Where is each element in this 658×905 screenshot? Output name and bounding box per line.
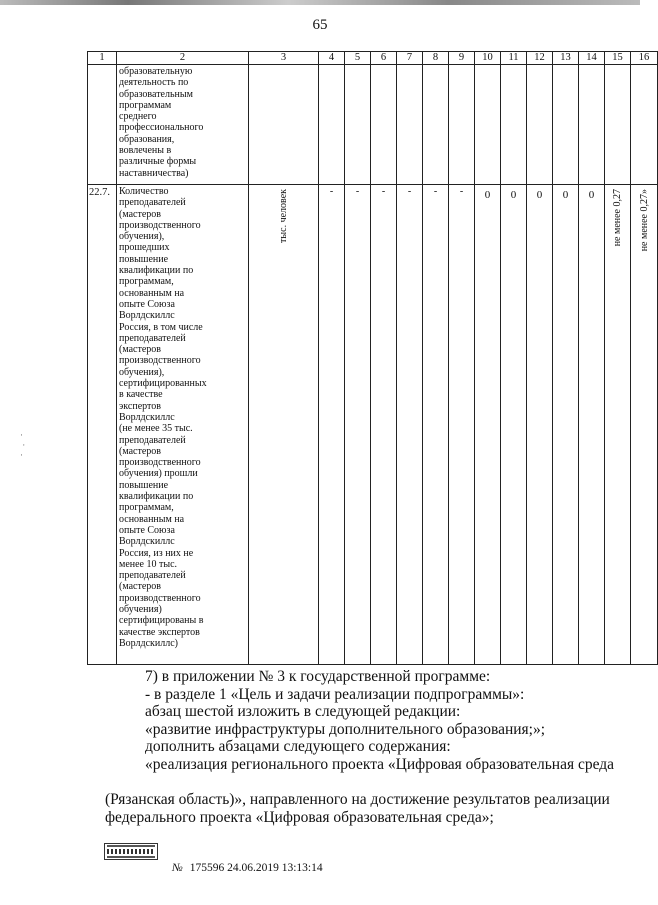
cell-col16 [631, 185, 658, 665]
col-number-13: 13 [553, 52, 579, 65]
description-line: Количество [119, 186, 169, 197]
description-line: квалификации по [119, 491, 194, 503]
description-line: Россия, в том числе [119, 321, 203, 333]
col-number-3: 3 [249, 52, 319, 65]
description-line: (мастеров [119, 445, 161, 457]
value-col12: 0 [536, 189, 543, 201]
value-col5: - [355, 186, 360, 197]
scan-specks: · · · [20, 430, 26, 460]
description-line: профессионального [119, 122, 204, 134]
description-line: наставничества) [119, 167, 189, 179]
description-line: (мастеров [119, 208, 161, 220]
value-col11: 0 [510, 189, 517, 201]
col-number-11: 11 [501, 52, 527, 65]
description-line: обучения), [119, 231, 165, 243]
description-line: (не менее 35 тыс. [119, 423, 193, 435]
cell-col4 [319, 185, 345, 665]
paragraph-regional-project-line2: (Рязанская область)», направленного на достижение результатов реализации [105, 791, 610, 808]
description-line: прошедших [119, 242, 170, 254]
col-number-7: 7 [397, 52, 423, 65]
value-col14: 0 [588, 189, 595, 201]
value-col6: - [381, 186, 386, 197]
col-number-8: 8 [423, 52, 449, 65]
number-sign: № [172, 862, 183, 874]
cell-col14 [579, 185, 605, 665]
description-line: обучения) [119, 603, 162, 615]
description-line: повышение [119, 479, 169, 491]
description-line: повышение [119, 253, 169, 265]
description-line: вовлечены в [119, 145, 172, 157]
paragraph-regional-project-line3: федерального проекта «Цифровая образовательная среда»; [105, 808, 494, 826]
description-line: обучения) прошли [119, 468, 198, 480]
paragraph-quote-infrastructure: «развитие инфраструктуры дополнительного образования;»; [145, 720, 546, 738]
description-line: сертифицированы в [119, 615, 204, 627]
description-line: преподавателей [119, 197, 186, 209]
description-line: производственного [119, 457, 201, 469]
col-number-4: 4 [319, 52, 345, 65]
cell-number [88, 65, 117, 185]
description-line: программам [119, 99, 172, 111]
unit-label: тыс. человек [278, 189, 289, 243]
description-text [117, 185, 248, 649]
document-stamp [172, 862, 323, 874]
cell-col13 [553, 185, 579, 665]
description-line: производственного [119, 592, 201, 604]
description-line: основанным на [119, 287, 185, 299]
description-line: деятельность по [119, 77, 189, 89]
paragraph-item-7: 7) в приложении № 3 к государственной программе: [145, 668, 491, 685]
description-line: качестве экспертов [119, 626, 200, 638]
description-line: программам, [119, 502, 174, 514]
description-line: производственного [119, 355, 201, 367]
value-col13: 0 [562, 189, 569, 201]
col-number-1: 1 [88, 52, 117, 65]
description-line: различные формы [119, 156, 197, 168]
scan-top-edge [0, 0, 640, 5]
cell-col5 [345, 185, 371, 665]
description-line: (мастеров [119, 581, 161, 593]
cell-unit [249, 185, 319, 665]
col-number-15: 15 [605, 52, 631, 65]
description-line: обучения), [119, 366, 165, 378]
description-line: Россия, из них не [119, 547, 194, 559]
cell-number [88, 185, 117, 665]
description-line: Ворлдскиллс [119, 411, 175, 423]
description-line: преподавателей [119, 434, 186, 446]
page-number: 65 [312, 17, 328, 33]
cell-col8 [423, 185, 449, 665]
paragraph-section-1: - в разделе 1 «Цель и задачи реализации подпрограммы»: [145, 685, 525, 703]
description-line: в качестве [119, 389, 163, 401]
col-number-2: 2 [117, 52, 249, 65]
cell-description [117, 185, 249, 665]
description-line: преподавателей [119, 332, 186, 344]
value-col7: - [407, 186, 412, 197]
col-number-16: 16 [631, 52, 658, 65]
col-number-12: 12 [527, 52, 553, 65]
row-number: 22.7. [89, 187, 110, 198]
description-line: Ворлдскиллс [119, 536, 175, 548]
col-number-6: 6 [371, 52, 397, 65]
value-col8: - [433, 186, 438, 197]
value-col16: не менее 0,27» [638, 189, 650, 252]
cell-col15 [605, 185, 631, 665]
government-seal-icon [104, 843, 158, 860]
value-col10: 0 [484, 189, 491, 201]
col-number-9: 9 [449, 52, 475, 65]
description-line: преподавателей [119, 570, 186, 582]
description-line: программам, [119, 276, 174, 288]
cell-col12 [527, 185, 553, 665]
paragraph-regional-project-cont [105, 791, 630, 826]
description-line: образовательным [119, 88, 193, 100]
description-line: основанным на [119, 513, 185, 525]
description-line: Ворлдскиллс [119, 310, 175, 322]
description-line: опыте Союза [119, 298, 175, 310]
description-line: квалификации по [119, 265, 194, 277]
description-line: (мастеров [119, 344, 161, 356]
col-number-14: 14 [579, 52, 605, 65]
value-col9: - [459, 186, 464, 197]
column-number-row [88, 52, 658, 65]
cell-col9 [449, 185, 475, 665]
description-line: образования, [119, 133, 175, 145]
paragraph-regional-project-line1: «реализация регионального проекта «Цифровая образовательная среда [145, 755, 615, 773]
cell-description [117, 65, 249, 185]
description-line: Ворлдскиллс) [119, 637, 179, 649]
value-col15: не менее 0,27 [612, 189, 623, 247]
description-line: экспертов [119, 400, 161, 412]
description-line: среднего [119, 111, 157, 123]
paragraph-supplement: дополнить абзацами следующего содержания: [145, 738, 451, 755]
description-line: производственного [119, 219, 201, 231]
cell-col11 [501, 185, 527, 665]
col-number-10: 10 [475, 52, 501, 65]
cell-col10 [475, 185, 501, 665]
paragraph-sixth-abzac: абзац шестой изложить в следующей редакции: [145, 703, 461, 720]
description-line: образовательную [119, 66, 193, 77]
cell-col7 [397, 185, 423, 665]
col-number-5: 5 [345, 52, 371, 65]
table-row-continued [88, 65, 658, 185]
cell-col6 [371, 185, 397, 665]
table-row-22-7 [88, 185, 658, 665]
value-col4: - [329, 186, 334, 197]
description-line: сертифицированных [119, 378, 207, 390]
description-text [117, 65, 248, 179]
amendment-text [105, 668, 630, 773]
description-line: опыте Союза [119, 524, 175, 536]
indicator-table [87, 51, 658, 665]
description-line: менее 10 тыс. [119, 558, 178, 570]
document-id-timestamp: 175596 24.06.2019 13:13:14 [189, 862, 323, 874]
